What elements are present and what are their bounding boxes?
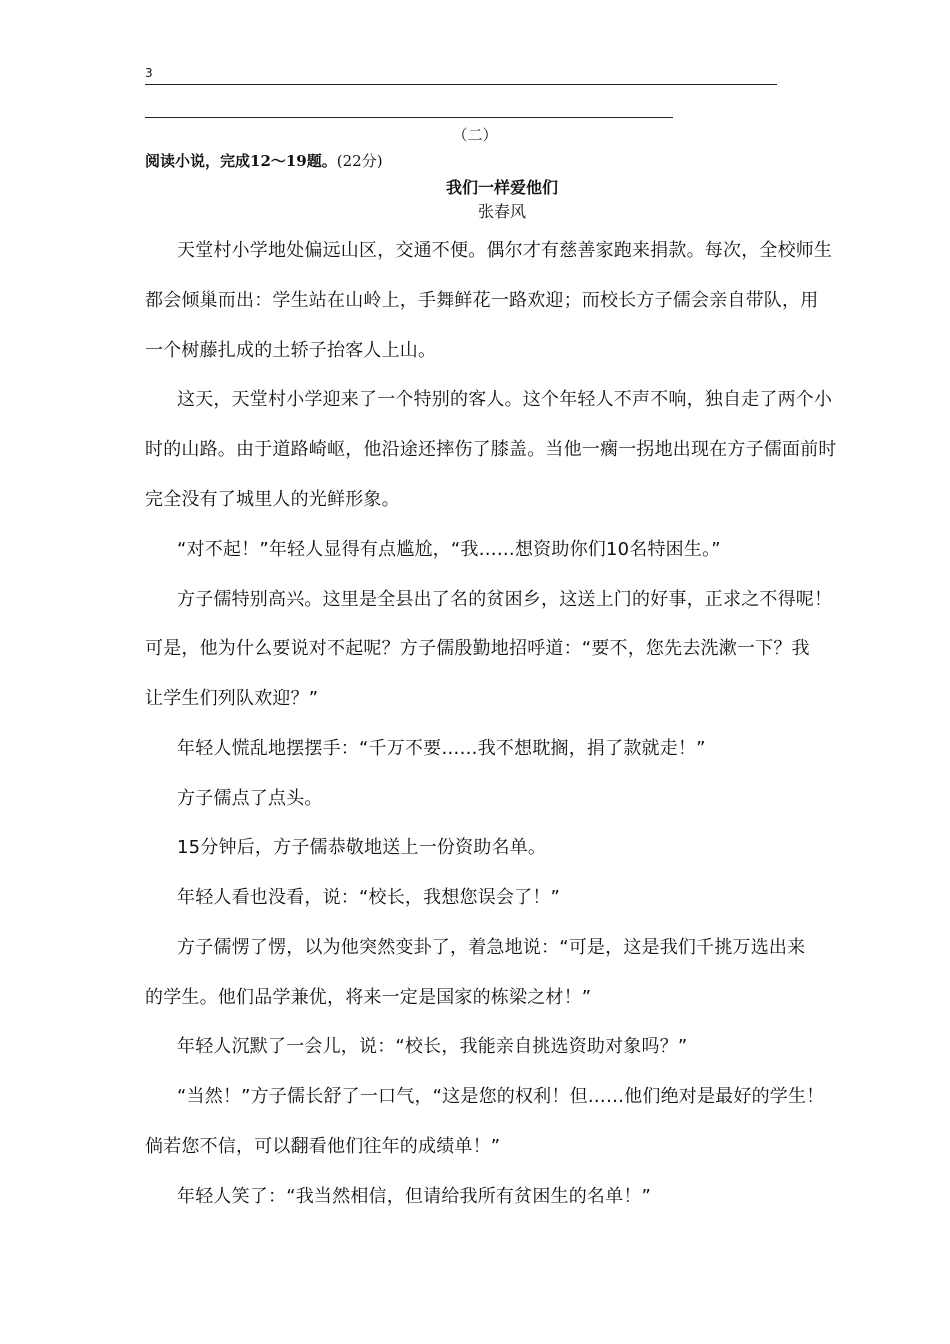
header-rule — [145, 84, 777, 85]
paragraph-line: 倘若您不信，可以翻看他们往年的成绩单！” — [145, 1136, 501, 1157]
paragraph-line: 时的山路。由于道路崎岖，他沿途还摔伤了膝盖。当他一瘸一拐地出现在方子儒面前时 — [145, 439, 837, 460]
paragraph-line: 一个树藤扎成的土轿子抬客人上山。 — [145, 340, 437, 361]
answer-line — [145, 117, 673, 118]
paragraph-line: 方子儒特别高兴。这里是全县出了名的贫困乡，这送上门的好事，正求之不得呢！ — [177, 589, 833, 610]
paragraph-line: 15分钟后，方子儒恭敬地送上一份资助名单。 — [177, 837, 547, 858]
instruction-score: (22分) — [336, 152, 383, 170]
paragraph-line: 年轻人沉默了一会儿，说：“校长，我能亲自挑选资助对象吗？” — [177, 1036, 688, 1057]
paragraph-line: 完全没有了城里人的光鲜形象。 — [145, 489, 400, 510]
section-label: （二） — [452, 126, 498, 144]
instruction — [145, 150, 383, 171]
paragraph-line: 让学生们列队欢迎？” — [145, 688, 319, 709]
page-number: 3 — [145, 66, 153, 80]
story-title: 我们一样爱他们 — [445, 178, 558, 197]
paragraph-line: 年轻人慌乱地摆摆手：“千万不要……我不想耽搁，捐了款就走！” — [177, 738, 706, 759]
paragraph-line: “对不起！”年轻人显得有点尴尬，“我……想资助你们10名特困生。” — [177, 539, 721, 560]
paragraph-line: 的学生。他们品学兼优，将来一定是国家的栋梁之材！” — [145, 987, 592, 1008]
paragraph-line: 天堂村小学地处偏远山区，交通不便。偶尔才有慈善家跑来捐款。每次，全校师生 — [177, 240, 833, 261]
paragraph-line: 这天，天堂村小学迎来了一个特别的客人。这个年轻人不声不响，独自走了两个小 — [177, 389, 833, 410]
paragraph-line: 方子儒点了点头。 — [177, 788, 323, 809]
paragraph-line: “当然！”方子儒长舒了一口气，“这是您的权利！但……他们绝对是最好的学生！ — [177, 1086, 825, 1107]
instruction-text: 阅读小说，完成12～19题。 — [145, 152, 337, 170]
paragraph-line: 年轻人看也没看，说：“校长，我想您误会了！” — [177, 887, 561, 908]
paragraph-line: 都会倾巢而出：学生站在山岭上，手舞鲜花一路欢迎；而校长方子儒会亲自带队，用 — [145, 290, 819, 311]
paragraph-line: 年轻人笑了：“我当然相信，但请给我所有贫困生的名单！” — [177, 1186, 652, 1207]
paragraph-line: 方子儒愣了愣，以为他突然变卦了，着急地说：“可是，这是我们千挑万选出来 — [177, 937, 806, 958]
paragraph-line: 可是，他为什么要说对不起呢？方子儒殷勤地招呼道：“要不，您先去洗漱一下？我 — [145, 638, 810, 659]
story-author: 张春风 — [477, 202, 526, 221]
